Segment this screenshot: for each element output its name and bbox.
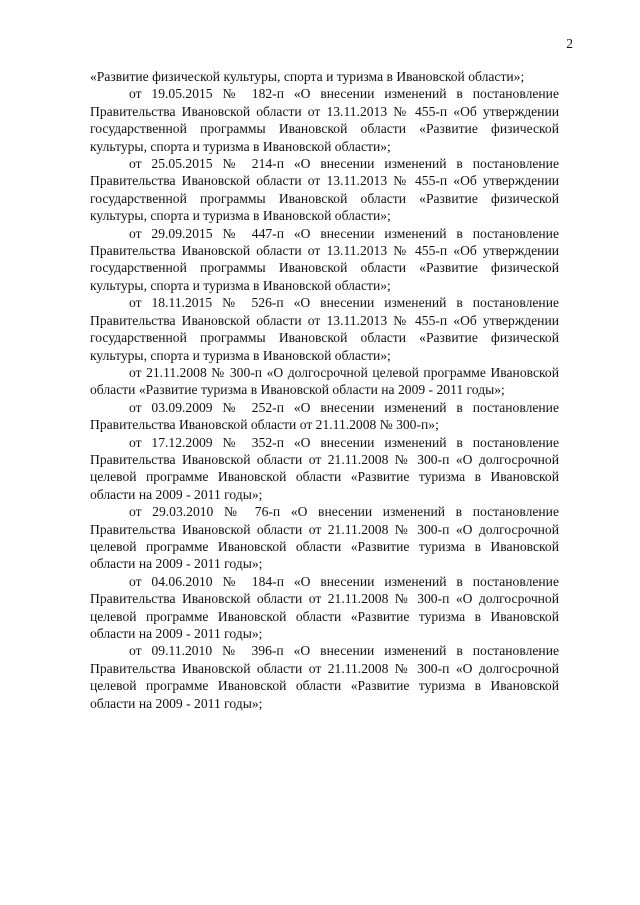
paragraph-decree-526: от 18.11.2015 № 526-п «О внесении изменений в постановление Правительства Ивановской области от 13.11.2013 № 455-п «Об утверждении государственной программы Ивановской области «Развитие физической культуры, спорта и туризма в Ивановской области»;	[90, 295, 559, 363]
paragraph-decree-447: от 29.09.2015 № 447-п «О внесении изменений в постановление Правительства Ивановской области от 13.11.2013 № 455-п «Об утверждении государственной программы Ивановской области «Развитие физической культуры, спорта и туризма в Ивановской области»;	[90, 225, 559, 293]
paragraph-decree-300: от 21.11.2008 № 300-п «О долгосрочной целевой программе Ивановской области «Развитие туризма в Ивановской области на 2009 - 2011 годы»;	[90, 364, 559, 398]
paragraph-decree-76: от 29.03.2010 № 76-п «О внесении изменений в постановление Правительства Ивановской области от 21.11.2008 № 300-п «О долгосрочной целевой программе Ивановской области «Развитие туризма в Ивановской области на 2009 - 2011 годы»;	[90, 504, 559, 572]
paragraph-decree-184: от 04.06.2010 № 184-п «О внесении изменений в постановление Правительства Ивановской области от 21.11.2008 № 300-п «О долгосрочной целевой программе Ивановской области «Развитие туризма в Ивановской области на 2009 - 2011 годы»;	[90, 573, 559, 641]
paragraph-decree-352: от 17.12.2009 № 352-п «О внесении изменений в постановление Правительства Ивановской области от 21.11.2008 № 300-п «О долгосрочной целевой программе Ивановской области «Развитие туризма в Ивановской области на 2009 - 2011 годы»;	[90, 434, 559, 502]
paragraph-decree-252: от 03.09.2009 № 252-п «О внесении изменений в постановление Правительства Ивановской области от 21.11.2008 № 300-п»;	[90, 399, 559, 433]
paragraph-decree-396: от 09.11.2010 № 396-п «О внесении изменений в постановление Правительства Ивановской области от 21.11.2008 № 300-п «О долгосрочной целевой программе Ивановской области «Развитие туризма в Ивановской области на 2009 - 2011 годы»;	[90, 643, 559, 711]
document-body	[90, 68, 559, 712]
page-number: 2	[566, 36, 573, 51]
paragraph-decree-214: от 25.05.2015 № 214-п «О внесении изменений в постановление Правительства Ивановской области от 13.11.2013 № 455-п «Об утверждении государственной программы Ивановской области «Развитие физической культуры, спорта и туризма в Ивановской области»;	[90, 156, 559, 224]
paragraph-decree-182: от 19.05.2015 № 182-п «О внесении изменений в постановление Правительства Ивановской области от 13.11.2013 № 455-п «Об утверждении государственной программы Ивановской области «Развитие физической культуры, спорта и туризма в Ивановской области»;	[90, 86, 559, 154]
paragraph-continued: «Развитие физической культуры, спорта и туризма в Ивановской области»;	[90, 69, 525, 84]
